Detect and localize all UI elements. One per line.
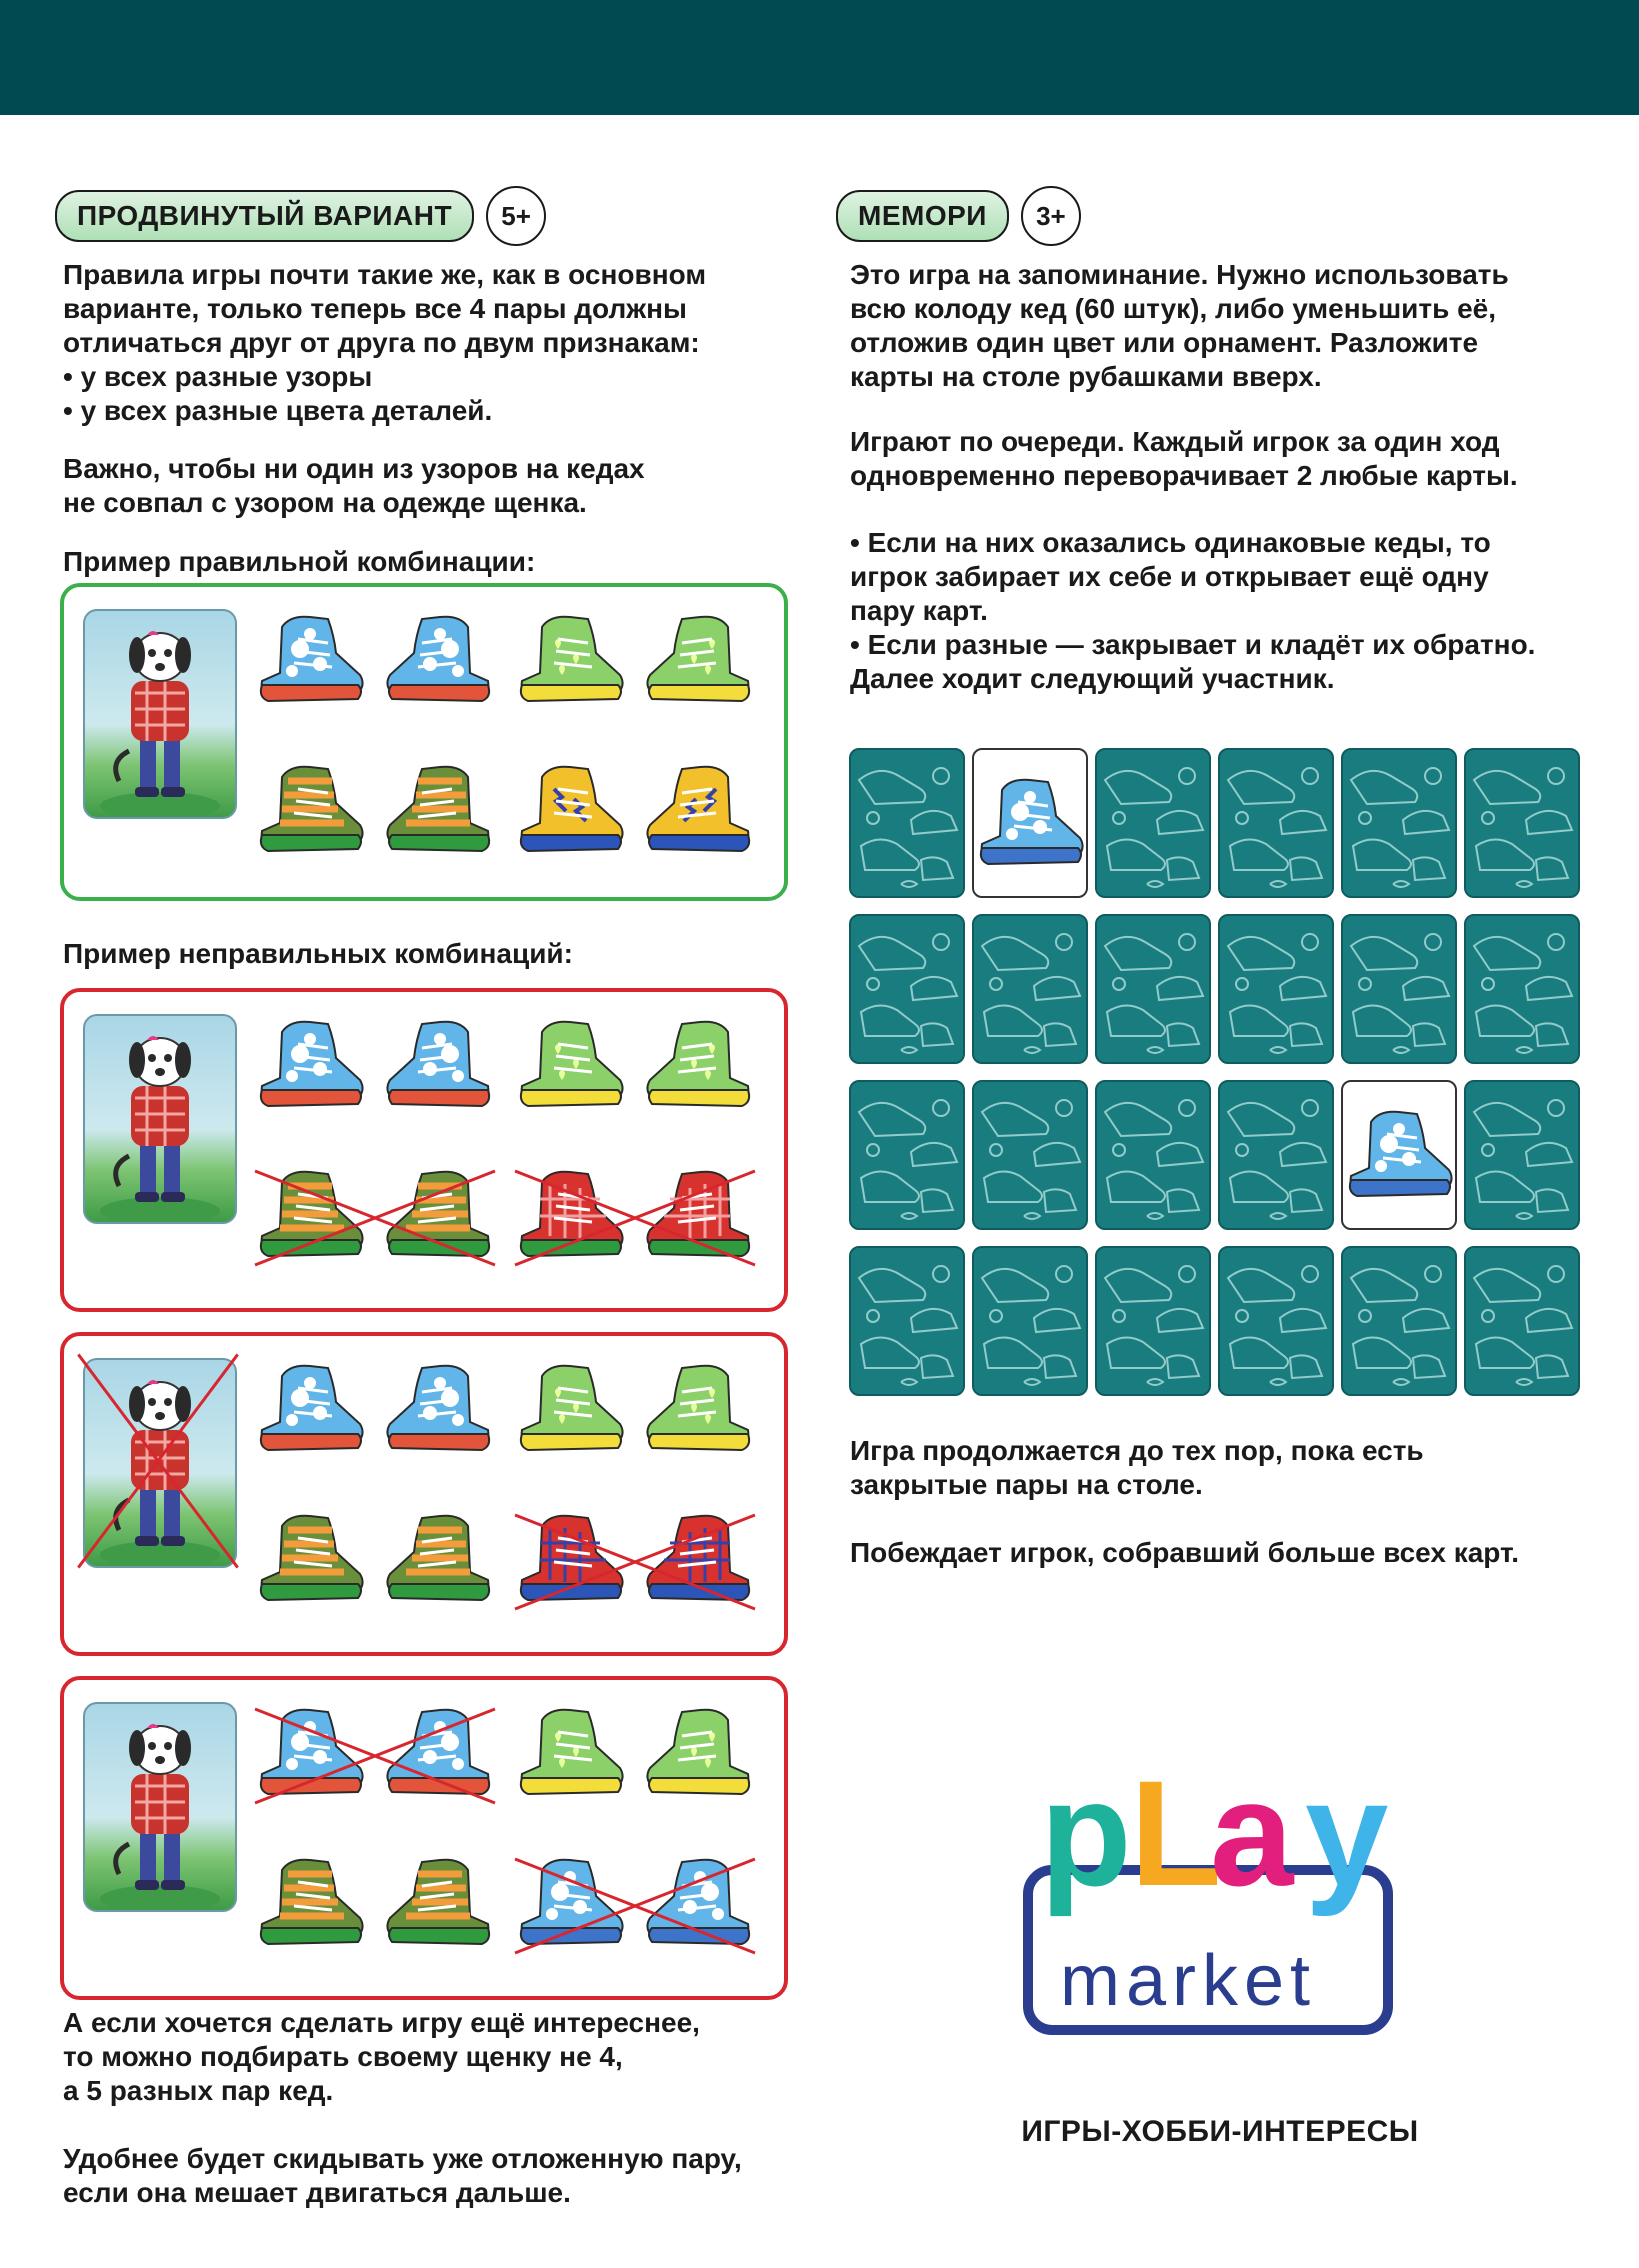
shoe-card: [250, 1164, 370, 1264]
memory-title: МЕМОРИ: [836, 190, 1009, 242]
shoe-card: [380, 1358, 500, 1458]
intro-line: карты на столе рубашками вверх.: [850, 361, 1322, 392]
memory-card-face-up[interactable]: [972, 748, 1088, 898]
memory-end: [850, 1434, 1424, 1502]
top-banner: [0, 0, 1639, 115]
shoe-card: [640, 1702, 760, 1802]
intro-line: всю колоду кед (60 штук), либо уменьшить её,: [850, 293, 1497, 324]
advanced-rules-text: [63, 258, 706, 428]
shoe-card: [380, 1014, 500, 1114]
memory-card-face-down[interactable]: [972, 1080, 1088, 1230]
shoe-card: [510, 1852, 630, 1952]
turn-line: Играют по очереди. Каждый игрок за один ход: [850, 426, 1500, 457]
shoe-card: [640, 1164, 760, 1264]
shoe-card: [510, 1358, 630, 1458]
memory-card-face-down[interactable]: [849, 1080, 965, 1230]
shoe-card: [250, 609, 370, 709]
memory-card-face-down[interactable]: [972, 914, 1088, 1064]
memory-card-face-down[interactable]: [972, 1246, 1088, 1396]
memory-card-face-down[interactable]: [849, 748, 965, 898]
correct-example-label: Пример правильной комбинации:: [63, 546, 536, 577]
note-line: Важно, чтобы ни один из узоров на кедах: [63, 453, 645, 484]
memory-card-face-down[interactable]: [1464, 1246, 1580, 1396]
memory-rule-line: • Если разные — закрывает и кладёт их обратно.: [850, 629, 1536, 660]
shoe-card: [380, 1852, 500, 1952]
rules-line: Правила игры почти такие же, как в основном: [63, 259, 707, 290]
footer-line: то можно подбирать своему щенку не 4,: [63, 2041, 623, 2072]
memory-card-face-down[interactable]: [1218, 1246, 1334, 1396]
logo-letter: p: [1040, 1749, 1132, 1917]
memory-card-face-down[interactable]: [1341, 914, 1457, 1064]
memory-turn: [850, 425, 1518, 493]
shoe-card: [640, 1014, 760, 1114]
shoe-card: [510, 1508, 630, 1608]
end-line: Игра продолжается до тех пор, пока есть: [850, 1435, 1424, 1466]
shoe-card: [380, 759, 500, 859]
memory-card-face-down[interactable]: [1218, 914, 1334, 1064]
memory-card-face-down[interactable]: [1341, 748, 1457, 898]
advanced-variant-title: ПРОДВИНУТЫЙ ВАРИАНТ: [55, 190, 474, 242]
puppy-card: [83, 1358, 237, 1568]
memory-rules: [850, 526, 1535, 696]
shoe-card: [250, 759, 370, 859]
shoe-card: [510, 759, 630, 859]
shoe-card: [640, 759, 760, 859]
harder-variant-note: [63, 2006, 700, 2108]
memory-card-face-down[interactable]: [1464, 1080, 1580, 1230]
memory-card-face-down[interactable]: [1464, 914, 1580, 1064]
memory-card-face-down[interactable]: [1218, 1080, 1334, 1230]
memory-card-face-down[interactable]: [1341, 1246, 1457, 1396]
memory-header: [836, 186, 1081, 246]
logo-letter: a: [1210, 1749, 1294, 1917]
memory-card-face-down[interactable]: [1095, 1080, 1211, 1230]
memory-card-face-down[interactable]: [849, 1246, 965, 1396]
shoe-card: [640, 609, 760, 709]
memory-intro: [850, 258, 1509, 394]
memory-card-face-down[interactable]: [1095, 914, 1211, 1064]
age-badge-5: 5+: [486, 186, 546, 246]
memory-winner: Побеждает игрок, собравший больше всех карт.: [850, 1537, 1520, 1568]
shoe-card: [510, 609, 630, 709]
shoe-card: [250, 1358, 370, 1458]
shoe-card: [640, 1852, 760, 1952]
shoe-card: [640, 1358, 760, 1458]
rules-line: отличаться друг от друга по двум признакам:: [63, 327, 700, 358]
age-badge-3: 3+: [1021, 186, 1081, 246]
shoe-card: [510, 1164, 630, 1264]
shoe-card: [250, 1014, 370, 1114]
shoe-card: [250, 1852, 370, 1952]
shoe-card: [250, 1702, 370, 1802]
logo-market-text: market: [1060, 1941, 1317, 2021]
memory-card-face-down[interactable]: [1218, 748, 1334, 898]
memory-card-face-down[interactable]: [1464, 748, 1580, 898]
wrong-example-label: Пример неправильных комбинаций:: [63, 938, 573, 969]
discard-tip: [63, 2142, 742, 2210]
shoe-card: [250, 1508, 370, 1608]
shoe-card: [640, 1508, 760, 1608]
shoe-card: [380, 609, 500, 709]
puppy-card: [83, 1702, 237, 1912]
important-note: [63, 452, 645, 520]
footer-line: Удобнее будет скидывать уже отложенную пару,: [63, 2143, 742, 2174]
footer-line: если она мешает двигаться дальше.: [63, 2177, 571, 2208]
shoe-card: [380, 1164, 500, 1264]
memory-rule-line: Далее ходит следующий участник.: [850, 663, 1335, 694]
shoe-card: [380, 1702, 500, 1802]
logo-letter: y: [1305, 1749, 1389, 1917]
rules-bullet: • у всех разные узоры: [63, 361, 373, 392]
memory-card-face-down[interactable]: [1095, 1246, 1211, 1396]
intro-line: Это игра на запоминание. Нужно использовать: [850, 259, 1509, 290]
footer-line: А если хочется сделать игру ещё интереснее,: [63, 2007, 700, 2038]
end-line: закрытые пары на столе.: [850, 1469, 1203, 1500]
advanced-variant-header: [55, 186, 546, 246]
rules-bullet: • у всех разные цвета деталей.: [63, 395, 493, 426]
memory-card-face-down[interactable]: [849, 914, 965, 1064]
playmarket-logo: [1020, 1720, 1400, 2060]
puppy-card: [83, 609, 237, 819]
shoe-card: [380, 1508, 500, 1608]
shoe-card: [510, 1014, 630, 1114]
memory-rule-line: • Если на них оказались одинаковые кеды, то: [850, 527, 1491, 558]
memory-card-face-down[interactable]: [1095, 748, 1211, 898]
memory-rule-line: игрок забирает их себе и открывает ещё одну: [850, 561, 1489, 592]
memory-rule-line: пару карт.: [850, 595, 988, 626]
turn-line: одновременно переворачивает 2 любые карты.: [850, 460, 1518, 491]
intro-line: отложив один цвет или орнамент. Разложите: [850, 327, 1479, 358]
puppy-card: [83, 1014, 237, 1224]
brand-tagline: ИГРЫ-ХОББИ-ИНТЕРЕСЫ: [1021, 2115, 1419, 2148]
shoe-card: [510, 1702, 630, 1802]
note-line: не совпал с узором на одежде щенка.: [63, 487, 587, 518]
memory-card-face-up[interactable]: [1341, 1080, 1457, 1230]
footer-line: а 5 разных пар кед.: [63, 2075, 334, 2106]
logo-letter: L: [1130, 1749, 1222, 1917]
rules-line: варианте, только теперь все 4 пары должны: [63, 293, 687, 324]
